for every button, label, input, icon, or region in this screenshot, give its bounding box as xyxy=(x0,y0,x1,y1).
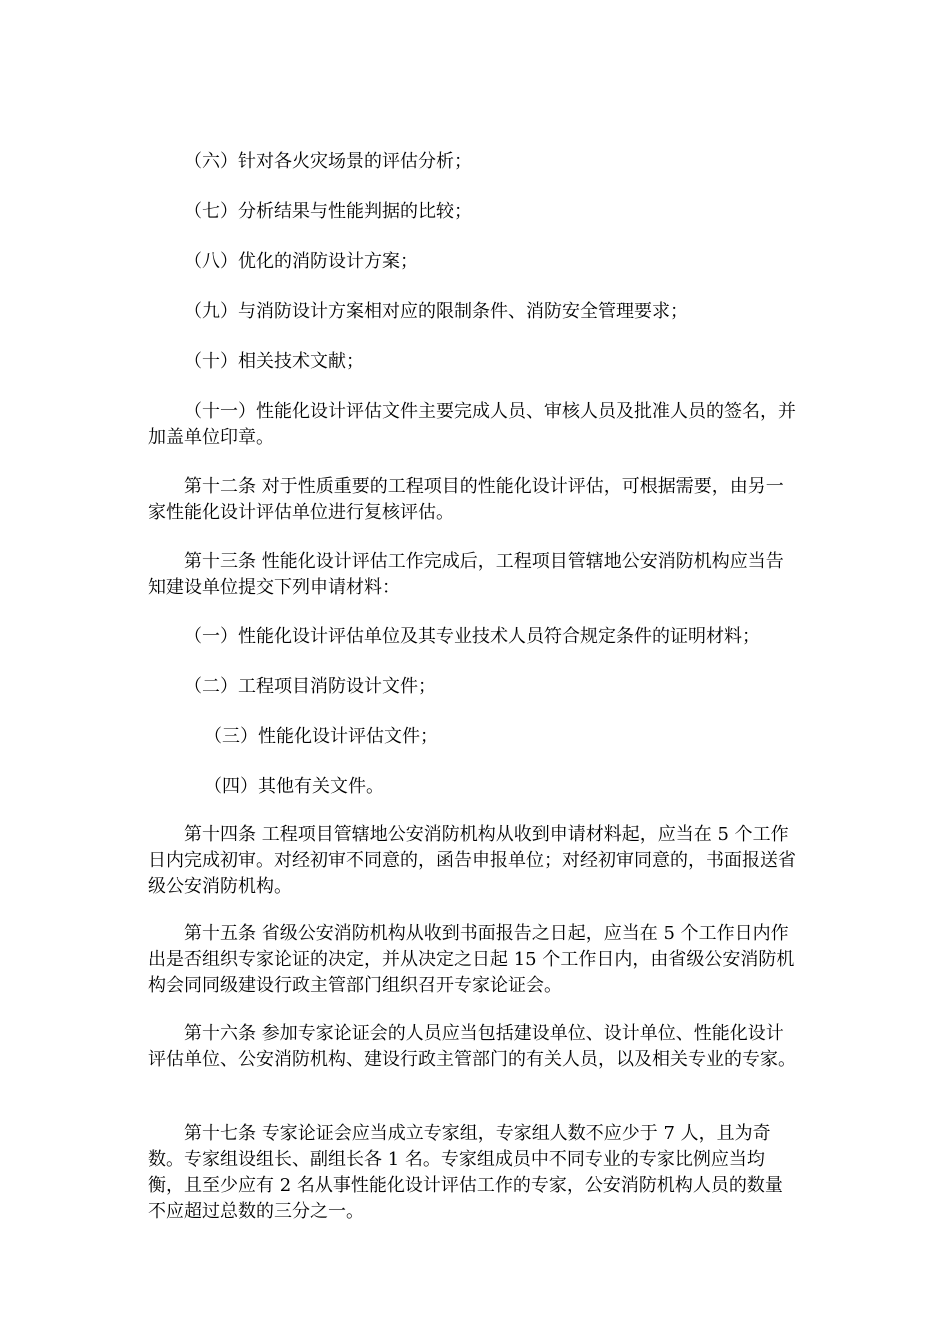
paragraph-item-9: （九）与消防设计方案相对应的限制条件、消防安全管理要求； xyxy=(184,301,688,322)
paragraph-article-14: 第十四条 工程项目管辖地公安消防机构从收到申请材料起，应当在 5 个工作日内完成初审。对经初审不同意的，函告申报单位；对经初审同意的，书面报送省级公安消防机构。 xyxy=(148,824,796,897)
paragraph-article-15: 第十五条 省级公安消防机构从收到书面报告之日起，应当在 5 个工作日内作出是否组织专家论证的决定，并从决定之日起 15 个工作日内，由省级公安消防机构会同同级建设行政主管部门组织召开专家论证会。 xyxy=(148,923,795,996)
paragraph-item-8: （八）优化的消防设计方案； xyxy=(184,251,418,272)
paragraph-article-12: 第十二条 对于性质重要的工程项目的性能化设计评估，可根据需要，由另一家性能化设计评估单位进行复核评估。 xyxy=(148,476,784,523)
paragraph-article-16: 第十六条 参加专家论证会的人员应当包括建设单位、设计单位、性能化设计评估单位、公安消防机构、建设行政主管部门的有关人员，以及相关专业的专家。 xyxy=(148,1023,796,1070)
paragraph-item-11: （十一）性能化设计评估文件主要完成人员、审核人员及批准人员的签名，并加盖单位印章。 xyxy=(148,401,796,448)
paragraph-item-7: （七）分析结果与性能判据的比较； xyxy=(184,201,472,222)
paragraph-item-10: （十）相关技术文献； xyxy=(184,351,364,372)
paragraph-article-17: 第十七条 专家论证会应当成立专家组，专家组人数不应少于 7 人，且为奇数。专家组设组长、副组长各 1 名。专家组成员中不同专业的专家比例应当均衡，且至少应有 2 名从事性能化设计评估工作的专家，公安消防机构人员的数量不应超过总数的三分之一。 xyxy=(148,1123,783,1222)
paragraph-item-6: （六）针对各火灾场景的评估分析； xyxy=(184,151,472,172)
paragraph-material-2: （二）工程项目消防设计文件； xyxy=(184,676,436,697)
paragraph-material-4: （四）其他有关文件。 xyxy=(204,776,384,797)
paragraph-material-1: （一）性能化设计评估单位及其专业技术人员符合规定条件的证明材料； xyxy=(184,626,760,647)
paragraph-material-3: （三）性能化设计评估文件； xyxy=(204,726,438,747)
paragraph-article-13: 第十三条 性能化设计评估工作完成后，工程项目管辖地公安消防机构应当告知建设单位提交下列申请材料： xyxy=(148,551,784,598)
